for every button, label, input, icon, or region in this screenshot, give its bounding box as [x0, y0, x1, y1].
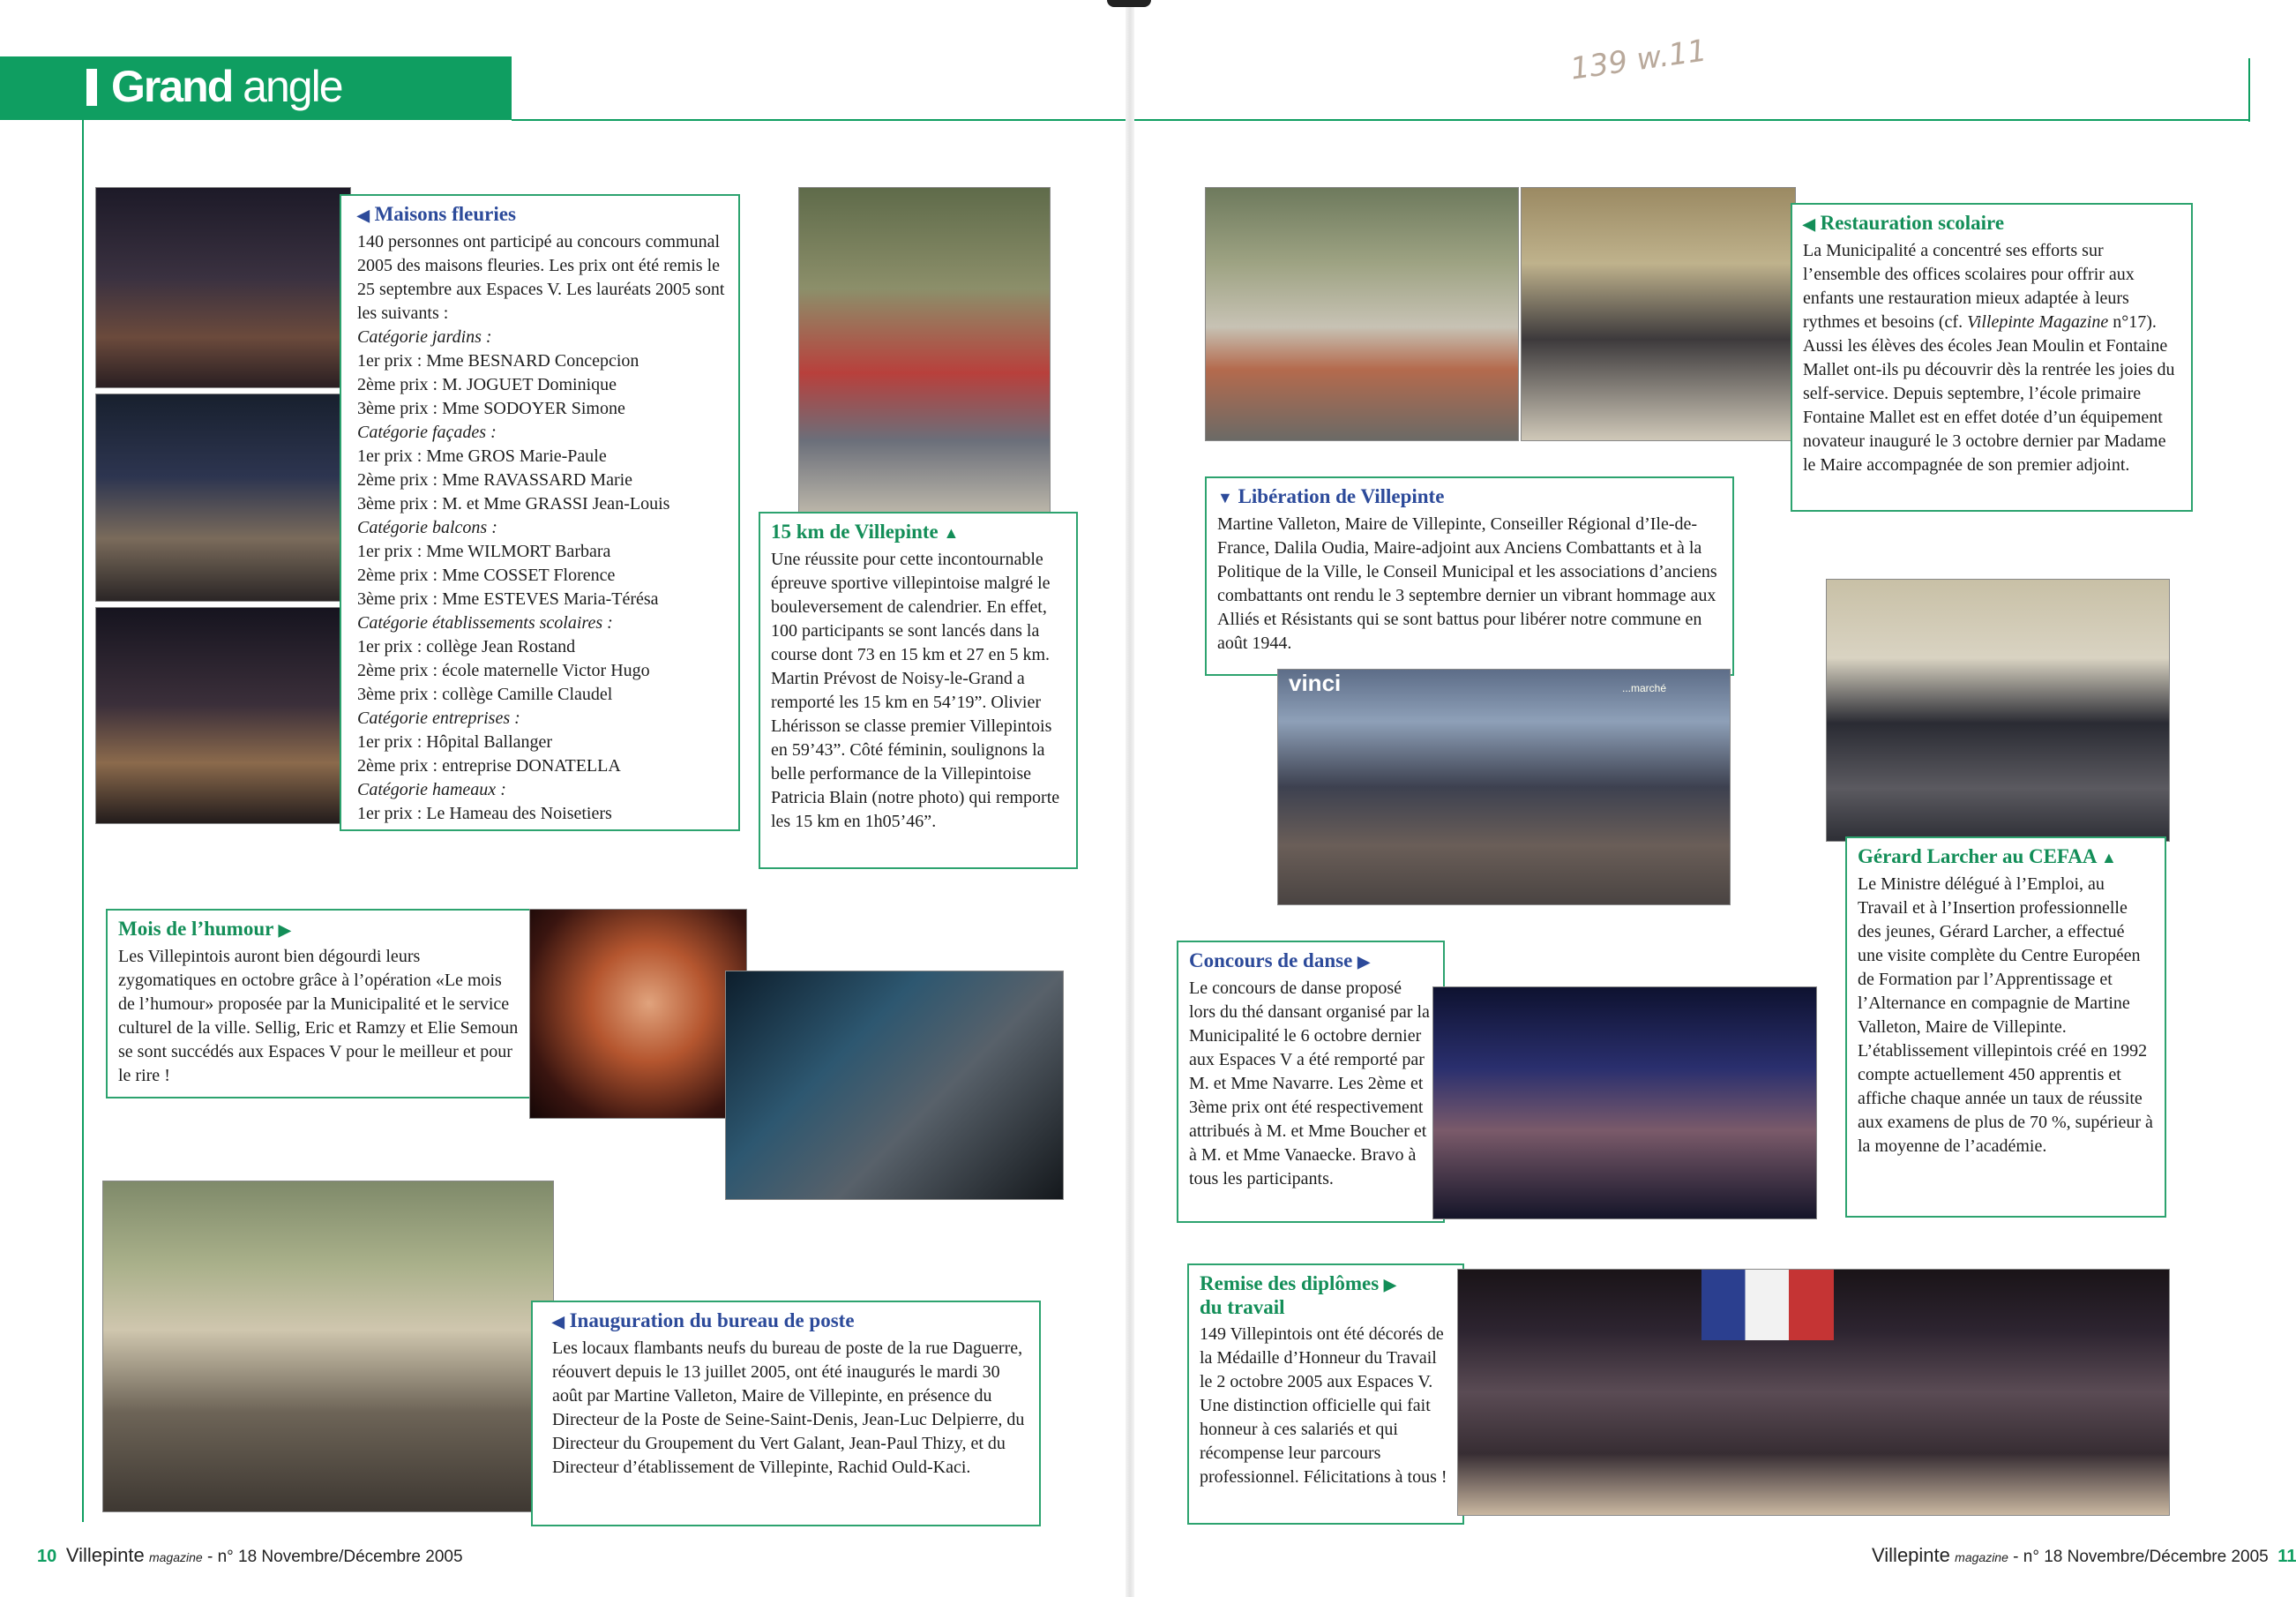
page-number: 11 [2277, 1547, 2296, 1566]
photo-humour-duo [725, 971, 1064, 1200]
prize-line: 2ème prix : M. JOGUET Dominique [357, 375, 617, 394]
prize-line: 2ème prix : Mme COSSET Florence [357, 566, 616, 585]
prize-line: 3ème prix : collège Camille Claudel [357, 685, 613, 704]
footer-mag: magazine [1955, 1550, 2008, 1564]
arrow-left-icon: ◀ [1803, 215, 1815, 233]
section-title: Grand angle [111, 62, 342, 111]
header-rule [512, 119, 2249, 121]
category-label: Catégorie établissements scolaires : [357, 613, 613, 633]
footer-brand: Villepinte [1872, 1544, 1950, 1566]
prize-line: 3ème prix : Mme ESTEVES Maria-Térésa [357, 589, 659, 609]
article-poste [531, 1301, 1041, 1526]
prize-line: 1er prix : collège Jean Rostand [357, 637, 576, 656]
photo-danse-winners [1432, 986, 1817, 1219]
prize-line: 1er prix : Le Hameau des Noisetiers [357, 804, 612, 823]
photo-maisons-fleuries-2 [95, 394, 351, 602]
article-danse [1177, 941, 1445, 1223]
article-title: ◀ Inauguration du bureau de poste [552, 1309, 855, 1331]
footer-left [37, 1544, 463, 1567]
article-body: Les locaux flambants neufs du bureau de poste de la rue Daguerre, réouvert depuis le 13 juillet 2005, ont été inaugurés le mardi 30 août par Martine Valleton, Maire de Villepinte, en présence du Directeur de la Poste de Seine-Saint-Denis, Jean-Luc Delpierre, du Directeur du Groupement du Vert Galant, Jean-Paul Thizy, et du Directeur d’établissement de Villepinte, Rachid Ould-Kaci. [552, 1338, 1025, 1477]
article-body: Le Ministre délégué à l’Emploi, au Travail et à l’Insertion professionnelle des jeunes, Gérard Larcher, a effectué une visite complète du Centre Européen de Formation par l’Apprentissage et l’Alternance en compagnie de Martine Valleton, Maire de Villepinte. L’établissement villepintois créé en 1992 compte actuellement 450 apprentis et affiche chaque année un taux de réussite aux examens de plus de 70 %, supérieur à la moyenne de l’académie. [1858, 874, 2153, 1156]
photo-restauration-self [1205, 187, 1519, 441]
photo-diplomes-group [1457, 1269, 2170, 1516]
page-number: 10 [37, 1547, 57, 1566]
arrow-down-icon: ▼ [1217, 489, 1233, 506]
photo-liberation-ceremony [1277, 669, 1731, 905]
photo-maisons-fleuries-1 [95, 187, 351, 388]
prize-line: 3ème prix : Mme SODOYER Simone [357, 399, 625, 418]
binding-mark [1107, 0, 1151, 7]
page-spine [1126, 0, 1134, 1597]
footer-issue: - n° 18 Novembre/Décembre 2005 [2013, 1548, 2269, 1566]
photo-15km-podium [798, 187, 1051, 526]
article-title: ▼ Libération de Villepinte [1217, 485, 1445, 507]
arrow-right-icon: ▶ [1383, 1276, 1396, 1293]
prize-line: 1er prix : Mme BESNARD Concepcion [357, 351, 639, 371]
article-title: Mois de l’humour ▶ [118, 918, 291, 940]
footer-brand: Villepinte [65, 1544, 145, 1566]
article-diplomes [1187, 1263, 1464, 1525]
article-larcher [1845, 836, 2166, 1218]
article-restauration [1791, 203, 2193, 512]
article-title: ◀ Maisons fleuries [357, 203, 516, 225]
article-humour [106, 909, 531, 1098]
photo-maisons-fleuries-3 [95, 607, 351, 824]
article-body: Une réussite pour cette incontournable épreuve sportive villepintoise malgré le bouleversement de calendrier. En effet, 100 participants se sont lancés dans la course dont 73 en 15 km et 27 en 5 km. Martin Prévost de Noisy-le-Grand a remporté les 15 km en 54’19”. Olivier Lhérisson se classe premier Villepintois en 59’43”. Côté féminin, soulignons la belle performance de la Villepintoise Patricia Blain (notre photo) qui remporte les 15 km en 1h05’46”. [771, 550, 1060, 831]
article-body: 149 Villepintois ont été décorés de la Médaille d’Honneur du Travail le 2 octobre 2005 aux Espaces V. Une distinction officielle qui fait honneur à ces salariés et qui récompense leur parcours professionnel. Félicitations à tous ! [1200, 1324, 1447, 1487]
left-rule [82, 119, 84, 1522]
category-label: Catégorie hameaux : [357, 780, 506, 799]
body-text-a: La Municipalité a concentré ses efforts sur l’ensemble des offices scolaires pour offrir aux enfants une restauration mieux adaptée à leurs rythmes et besoins (cf. [1803, 241, 2135, 332]
photo-restauration-officials [1521, 187, 1796, 441]
arrow-up-icon: ▲ [2100, 849, 2117, 866]
prize-line: 1er prix : Mme WILMORT Barbara [357, 542, 611, 561]
photo-sign-shop: ...marché [1622, 682, 1667, 694]
footer-right [1872, 1544, 2296, 1567]
prize-line: 2ème prix : Mme RAVASSARD Marie [357, 470, 633, 490]
right-rule [2248, 58, 2250, 122]
arrow-left-icon: ◀ [357, 206, 370, 224]
article-title: Concours de danse ▶ [1189, 949, 1370, 971]
arrow-right-icon: ▶ [278, 921, 291, 939]
photo-humour-comedian [529, 909, 747, 1119]
article-body: Les Villepintois auront bien dégourdi leurs zygomatiques en octobre grâce à l’opération «Le mois de l’humour» proposée par la Municipalité et le service culturel de la ville. Sellig, Eric et Ramzy et Elie Semoun se sont succédés aux Espaces V pour le meilleur et pour le rire ! [118, 947, 519, 1085]
prize-line: 2ème prix : entreprise DONATELLA [357, 756, 621, 776]
photo-poste-ribbon [102, 1181, 554, 1512]
article-intro: 140 personnes ont participé au concours communal 2005 des maisons fleuries. Les prix ont été remis le 25 septembre aux Espaces V. Les lauréats 2005 sont les suivants : [357, 232, 725, 323]
article-liberation [1205, 476, 1734, 676]
arrow-left-icon: ◀ [552, 1313, 565, 1331]
footer-issue: - n° 18 Novembre/Décembre 2005 [206, 1548, 463, 1566]
prize-line: 3ème prix : M. et Mme GRASSI Jean-Louis [357, 494, 670, 514]
article-title: ◀ Restauration scolaire [1803, 212, 2005, 234]
article-body: Martine Valleton, Maire de Villepinte, Conseiller Régional d’Ile-de-France, Dalila Oudia, Maire-adjoint aux Anciens Combattants et à la Politique de la Ville, le Conseil Municipal et les associations d’anciens combattants ont rendu le 3 septembre dernier un vibrant hommage aux Alliés et Résistants qui se sont battus pour libérer notre commune en août 1944. [1217, 514, 1717, 653]
category-label: Catégorie façades : [357, 423, 497, 442]
prize-line: 1er prix : Mme GROS Marie-Paule [357, 446, 607, 466]
article-15km [759, 512, 1078, 869]
category-label: Catégorie entreprises : [357, 709, 520, 728]
prize-line: 1er prix : Hôpital Ballanger [357, 732, 553, 752]
article-title: Remise des diplômes ▶ du travail [1200, 1272, 1396, 1318]
article-maisons-fleuries [340, 194, 740, 831]
article-body [1803, 239, 2180, 477]
arrow-right-icon: ▶ [1357, 953, 1370, 971]
header-accent-bar [86, 69, 97, 106]
category-label: Catégorie balcons : [357, 518, 497, 537]
article-body: Le concours de danse proposé lors du thé dansant organisé par la Municipalité le 6 octobre dernier aux Espaces V a été remporté par M. et Mme Navarre. Les 2ème et 3ème prix ont été respectivement attribués à M. et Mme Boucher et à M. et Mme Vanaecke. Bravo à tous les participants. [1189, 978, 1430, 1188]
photo-sign-vinci: vinci [1289, 670, 1342, 696]
handwritten-note: 139 w.11 [1567, 33, 1709, 87]
body-text-b: n°17). Aussi les élèves des écoles Jean Moulin et Fontaine Mallet ont-ils pu découvrir dès la rentrée les joies du self-service. Depuis septembre, l’école primaire Fontaine Mallet est en effet dotée d’un équipement novateur inauguré le 3 octobre dernier par Madame le Maire accompagnée de son premier adjoint. [1803, 312, 2175, 475]
photo-larcher-visit [1826, 579, 2170, 842]
prize-line: 2ème prix : école maternelle Victor Hugo [357, 661, 650, 680]
article-title: 15 km de Villepinte ▲ [771, 521, 960, 543]
flag-decoration [1701, 1270, 1834, 1340]
category-label: Catégorie jardins : [357, 327, 492, 347]
article-title: Gérard Larcher au CEFAA ▲ [1858, 845, 2117, 867]
arrow-up-icon: ▲ [943, 524, 960, 542]
footer-mag: magazine [148, 1550, 203, 1564]
body-mag-title: Villepinte Magazine [1967, 312, 2109, 332]
